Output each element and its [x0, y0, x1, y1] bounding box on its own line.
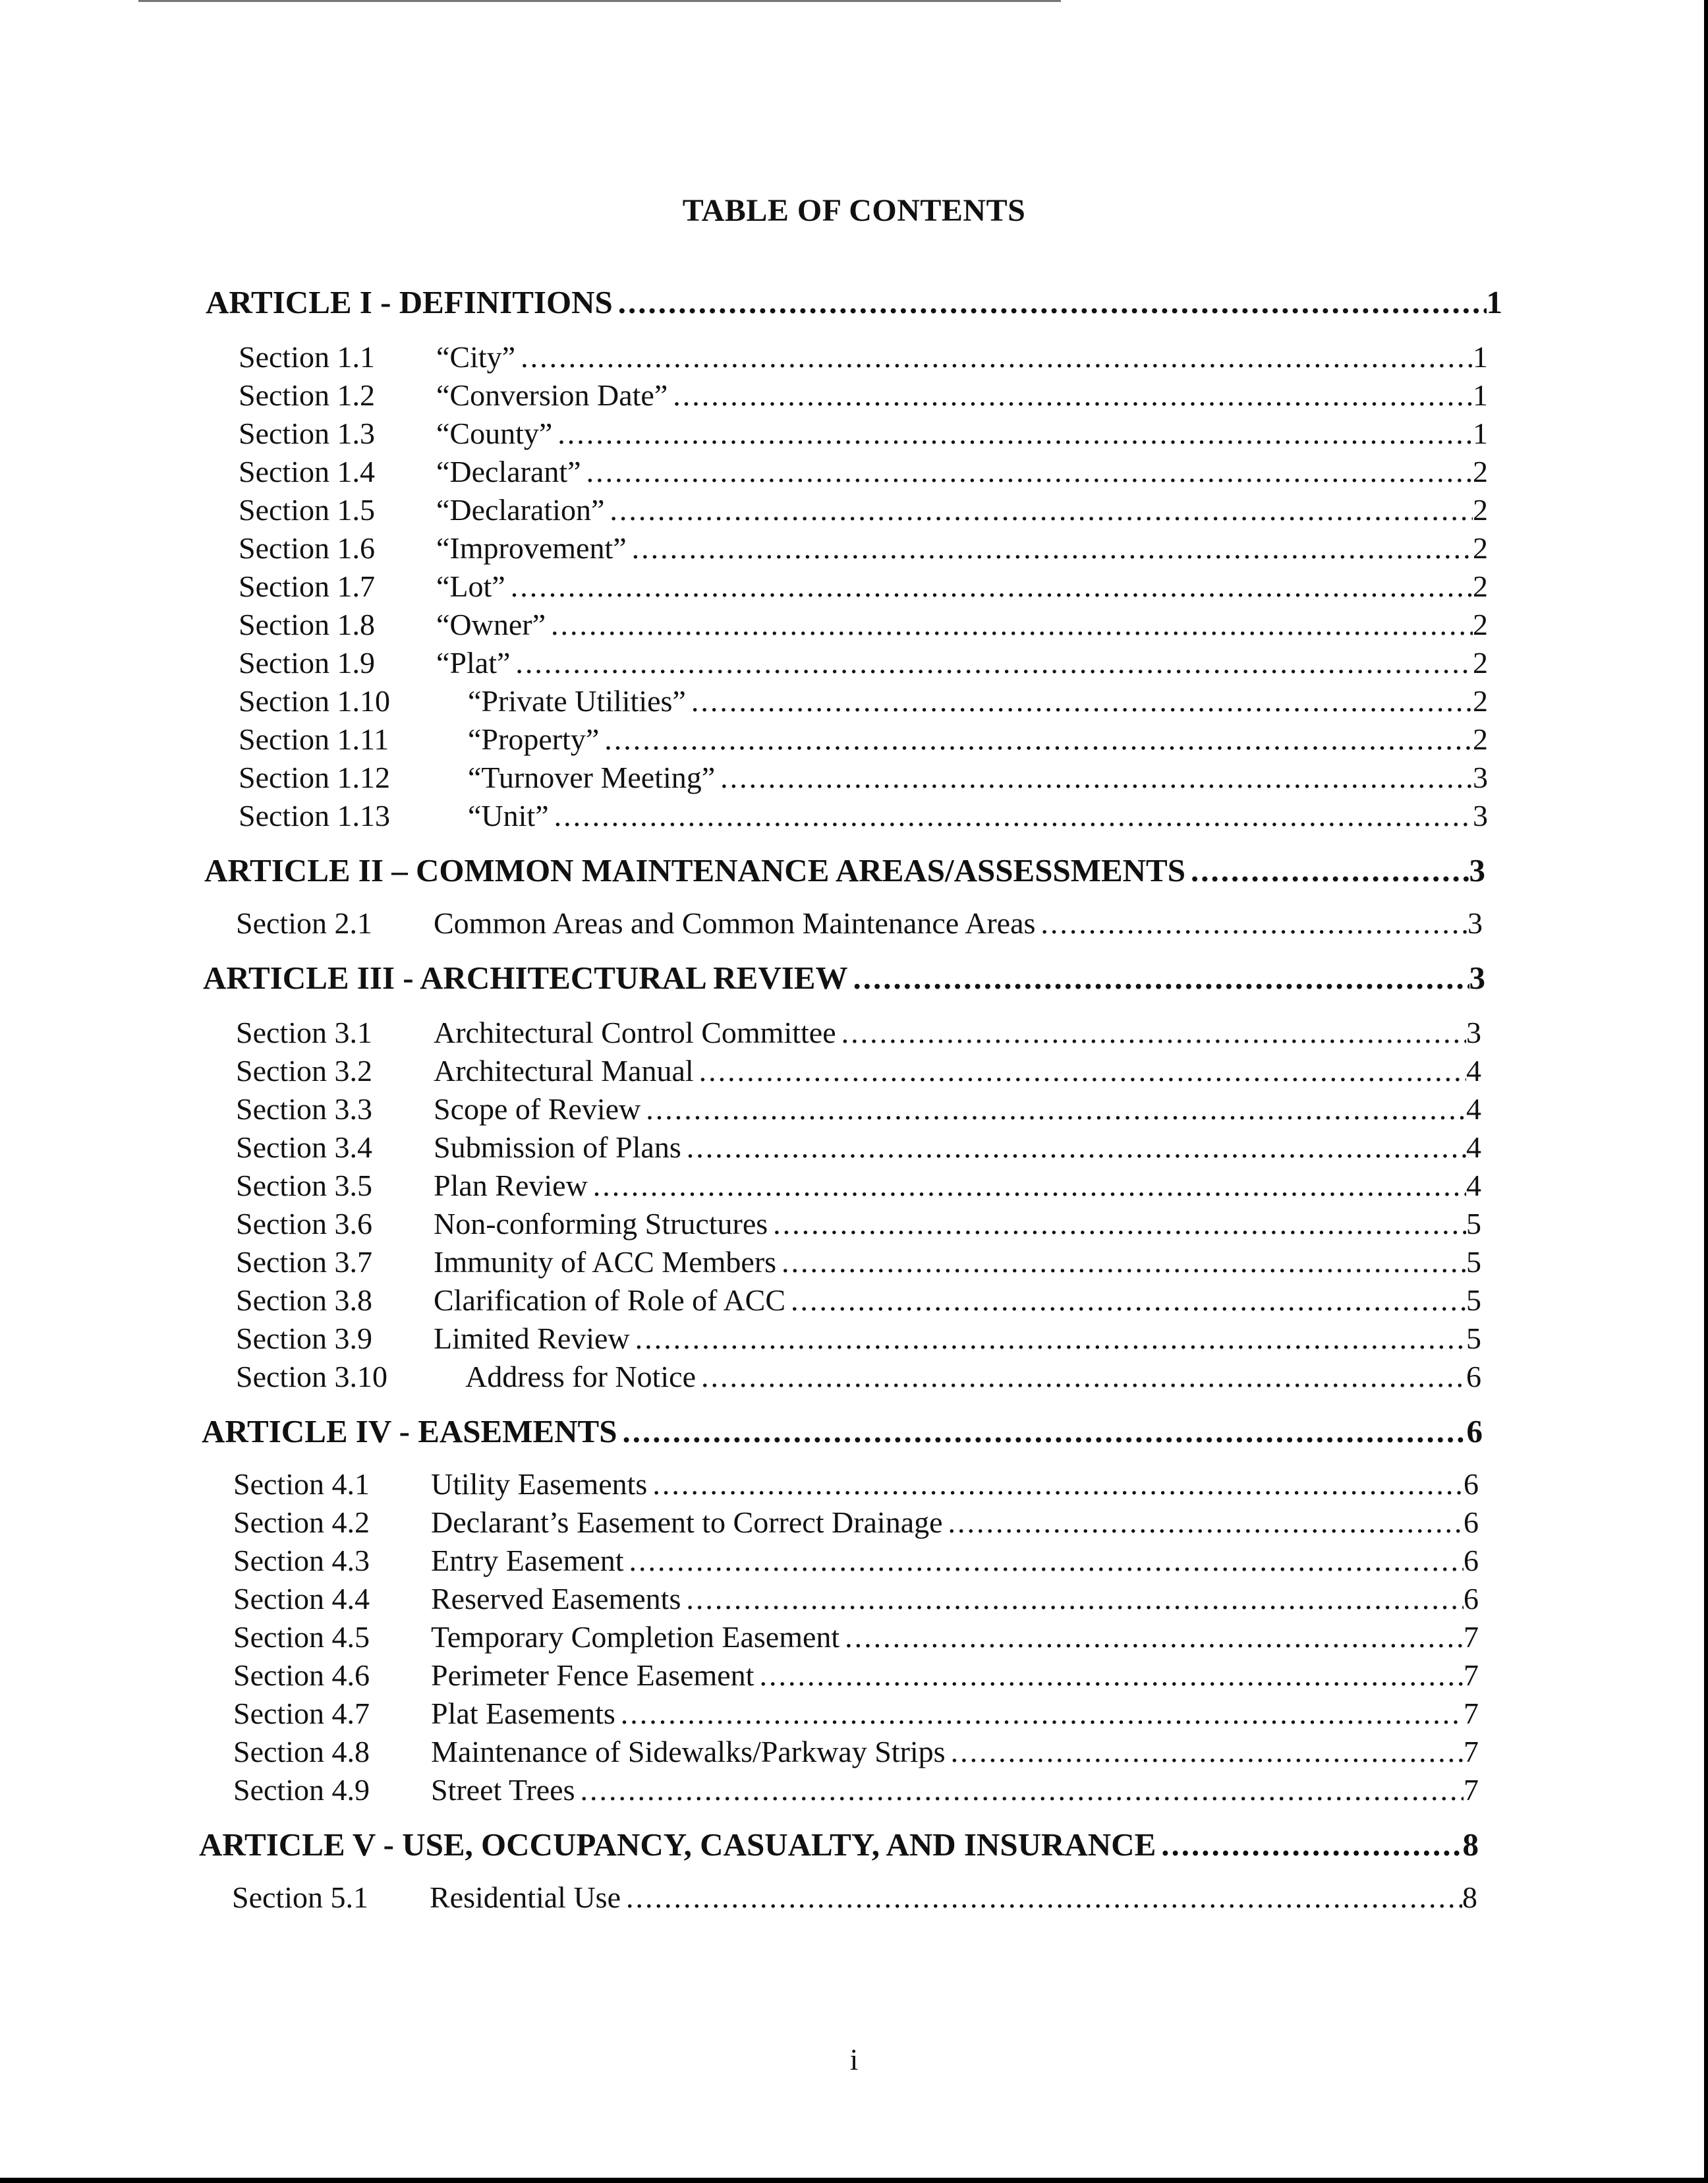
- toc-section-1-6[interactable]: [239, 531, 1488, 566]
- section-page: 2: [1473, 722, 1488, 756]
- section-page: 6: [1466, 1360, 1481, 1393]
- section-title: Non-conforming Structures: [434, 1207, 768, 1240]
- toc-section-4-2[interactable]: [233, 1505, 1479, 1540]
- dot-leader: [840, 1619, 1464, 1654]
- section-title: “Conversion Date”: [436, 378, 668, 412]
- section-title: “Improvement”: [436, 531, 627, 565]
- section-title: “Owner”: [436, 608, 546, 641]
- article-page: 1: [1486, 284, 1502, 320]
- dot-leader: [715, 760, 1473, 795]
- section-title: Submission of Plans: [434, 1130, 681, 1164]
- section-page: 2: [1473, 608, 1488, 641]
- section-title: Plat Easements: [431, 1697, 615, 1730]
- article-title: ARTICLE II – COMMON MAINTENANCE AREAS/ASSESSMENTS: [204, 852, 1185, 888]
- section-page: 2: [1473, 684, 1488, 718]
- section-title: Clarification of Role of ACC: [434, 1283, 786, 1317]
- dot-leader: [686, 684, 1473, 718]
- section-number: Section 4.1: [233, 1467, 370, 1501]
- section-page: 1: [1473, 340, 1488, 374]
- section-page: 2: [1473, 531, 1488, 565]
- dot-leader: [640, 1092, 1466, 1126]
- section-number: Section 3.3: [236, 1092, 372, 1126]
- dot-leader: [630, 1321, 1466, 1356]
- section-number: Section 4.8: [233, 1735, 370, 1768]
- section-title: Perimeter Fence Easement: [431, 1658, 754, 1692]
- dot-leader: [510, 645, 1473, 680]
- section-page: 2: [1473, 646, 1488, 680]
- dot-leader: [549, 798, 1473, 833]
- article-title: ARTICLE V - USE, OCCUPANCY, CASUALTY, AND INSURANCE: [199, 1826, 1156, 1863]
- article-page: 8: [1462, 1826, 1479, 1863]
- toc-section-5-1[interactable]: [232, 1880, 1477, 1915]
- toc-section-3-5[interactable]: [236, 1168, 1481, 1203]
- section-title: Entry Easement: [431, 1544, 624, 1577]
- toc-section-1-10[interactable]: [239, 684, 1488, 718]
- section-page: 7: [1464, 1620, 1479, 1654]
- section-number: Section 2.1: [236, 906, 372, 940]
- section-page: 1: [1473, 378, 1488, 412]
- toc-section-4-5[interactable]: [233, 1619, 1479, 1654]
- section-number: Section 4.5: [233, 1620, 370, 1654]
- article-page: 3: [1469, 960, 1485, 996]
- section-number: Section 5.1: [232, 1880, 368, 1914]
- section-number: Section 1.6: [239, 531, 375, 565]
- section-page: 7: [1464, 1773, 1479, 1807]
- toc-section-1-2[interactable]: [239, 378, 1488, 413]
- toc-section-2-1[interactable]: [236, 906, 1483, 941]
- page-number: i: [849, 2043, 859, 2076]
- section-page: 7: [1464, 1735, 1479, 1768]
- dot-leader: [754, 1658, 1464, 1693]
- dot-leader: [681, 1130, 1466, 1165]
- article-page: 6: [1466, 1413, 1483, 1449]
- section-number: Section 1.7: [239, 569, 375, 603]
- section-page: 3: [1473, 799, 1488, 832]
- article-title: ARTICLE IV - EASEMENTS: [202, 1413, 617, 1449]
- dot-leader: [552, 416, 1473, 451]
- section-page: 5: [1466, 1322, 1481, 1355]
- page-title: TABLE OF CONTENTS: [682, 193, 1026, 228]
- dot-leader: [785, 1283, 1466, 1318]
- section-number: Section 3.6: [236, 1207, 372, 1240]
- section-title: “Property”: [468, 722, 600, 756]
- dot-leader: [617, 1412, 1466, 1450]
- section-number: Section 1.10: [239, 684, 390, 718]
- toc-section-1-12[interactable]: [239, 760, 1488, 795]
- article-page: 3: [1469, 852, 1485, 888]
- section-page: 7: [1464, 1697, 1479, 1730]
- section-page: 2: [1473, 455, 1488, 488]
- toc-section-4-1[interactable]: [233, 1467, 1479, 1501]
- section-title: “County”: [436, 417, 553, 450]
- toc-article-4[interactable]: [202, 1412, 1483, 1450]
- toc-section-4-3[interactable]: [233, 1543, 1479, 1578]
- dot-leader: [694, 1053, 1466, 1088]
- section-page: 4: [1466, 1169, 1481, 1202]
- dot-leader: [681, 1581, 1464, 1616]
- dot-leader: [696, 1359, 1466, 1394]
- toc-section-3-6[interactable]: [236, 1206, 1481, 1241]
- section-title: Address for Notice: [465, 1360, 697, 1393]
- section-number: Section 1.4: [239, 455, 375, 488]
- toc-section-4-9[interactable]: [233, 1772, 1479, 1807]
- section-number: Section 4.3: [233, 1544, 370, 1577]
- dot-leader: [1035, 906, 1467, 941]
- dot-leader: [621, 1880, 1462, 1915]
- toc-section-3-3[interactable]: [236, 1092, 1481, 1126]
- section-number: Section 4.7: [233, 1697, 370, 1730]
- article-title: ARTICLE I - DEFINITIONS: [206, 284, 613, 320]
- section-page: 7: [1464, 1658, 1479, 1692]
- section-title: Maintenance of Sidewalks/Parkway Strips: [431, 1735, 946, 1768]
- section-number: Section 3.1: [236, 1016, 372, 1049]
- section-page: 4: [1466, 1130, 1481, 1164]
- toc-section-1-8[interactable]: [239, 607, 1488, 642]
- section-number: Section 1.5: [239, 493, 375, 527]
- toc-section-1-5[interactable]: [239, 492, 1488, 527]
- section-title: “Declaration”: [436, 493, 605, 527]
- section-number: Section 4.4: [233, 1582, 370, 1615]
- section-title: Residential Use: [430, 1880, 621, 1914]
- toc-article-3[interactable]: [203, 959, 1485, 997]
- dot-leader: [604, 492, 1473, 527]
- section-title: Architectural Manual: [434, 1054, 694, 1088]
- section-title: Temporary Completion Easement: [431, 1620, 840, 1654]
- toc-section-1-3[interactable]: [239, 416, 1488, 451]
- section-number: Section 3.2: [236, 1054, 372, 1088]
- section-number: Section 1.11: [239, 722, 389, 756]
- section-page: 6: [1464, 1505, 1479, 1539]
- dot-leader: [768, 1206, 1466, 1241]
- section-number: Section 3.8: [236, 1283, 372, 1317]
- section-title: “City”: [436, 340, 516, 374]
- section-title: Declarant’s Easement to Correct Drainage: [431, 1505, 943, 1539]
- dot-leader: [668, 378, 1473, 413]
- section-page: 5: [1466, 1207, 1481, 1240]
- dot-leader: [627, 531, 1473, 566]
- section-number: Section 1.9: [239, 646, 375, 680]
- section-title: Architectural Control Committee: [434, 1016, 836, 1049]
- dot-leader: [546, 607, 1473, 642]
- dot-leader: [599, 722, 1473, 757]
- section-page: 3: [1466, 1016, 1481, 1049]
- dot-leader: [776, 1244, 1466, 1279]
- toc-section-3-8[interactable]: [236, 1283, 1481, 1318]
- dot-leader: [946, 1734, 1464, 1769]
- section-number: Section 1.12: [239, 761, 390, 794]
- section-title: Reserved Easements: [431, 1582, 681, 1615]
- toc-section-1-13[interactable]: [239, 798, 1488, 833]
- toc-article-1[interactable]: [206, 283, 1502, 321]
- article-title: ARTICLE III - ARCHITECTURAL REVIEW: [203, 960, 848, 996]
- dot-leader: [588, 1168, 1466, 1203]
- section-title: “Declarant”: [436, 455, 581, 488]
- toc-section-3-10[interactable]: [236, 1359, 1481, 1394]
- dot-leader: [848, 959, 1469, 997]
- section-page: 8: [1462, 1880, 1477, 1914]
- dot-leader: [613, 283, 1487, 321]
- toc-section-4-7[interactable]: [233, 1696, 1479, 1731]
- section-number: Section 3.5: [236, 1169, 372, 1202]
- section-page: 5: [1466, 1245, 1481, 1279]
- section-number: Section 1.13: [239, 799, 390, 832]
- section-page: 2: [1473, 493, 1488, 527]
- toc-article-5[interactable]: [199, 1826, 1479, 1863]
- section-number: Section 4.6: [233, 1658, 370, 1692]
- section-page: 6: [1464, 1582, 1479, 1615]
- section-page: 3: [1473, 761, 1488, 794]
- section-page: 4: [1466, 1054, 1481, 1088]
- section-page: 6: [1464, 1467, 1479, 1501]
- section-title: “Turnover Meeting”: [468, 761, 716, 794]
- section-title: “Unit”: [468, 799, 549, 832]
- section-page: 4: [1466, 1092, 1481, 1126]
- section-number: Section 3.10: [236, 1360, 387, 1393]
- toc-section-4-8[interactable]: [233, 1734, 1479, 1769]
- section-title: “Private Utilities”: [468, 684, 686, 718]
- toc-section-3-1[interactable]: [236, 1015, 1481, 1050]
- section-title: Utility Easements: [431, 1467, 648, 1501]
- dot-leader: [615, 1696, 1464, 1731]
- section-page: 3: [1467, 906, 1483, 940]
- section-title: Scope of Review: [434, 1092, 641, 1126]
- section-title: “Lot”: [436, 569, 505, 603]
- toc-section-1-9[interactable]: [239, 645, 1488, 680]
- dot-leader: [647, 1467, 1464, 1501]
- toc-section-3-4[interactable]: [236, 1130, 1481, 1165]
- section-page: 6: [1464, 1544, 1479, 1577]
- section-number: Section 3.7: [236, 1245, 372, 1279]
- dot-leader: [624, 1543, 1464, 1578]
- section-number: Section 1.3: [239, 417, 375, 450]
- dot-leader: [505, 569, 1473, 604]
- dot-leader: [1156, 1826, 1462, 1863]
- section-number: Section 3.4: [236, 1130, 372, 1164]
- toc-section-4-4[interactable]: [233, 1581, 1479, 1616]
- toc-section-1-1[interactable]: [239, 339, 1488, 374]
- section-number: Section 4.9: [233, 1773, 370, 1807]
- toc-section-3-9[interactable]: [236, 1321, 1481, 1356]
- section-title: “Plat”: [436, 646, 511, 680]
- toc-section-3-2[interactable]: [236, 1053, 1481, 1088]
- dot-leader: [943, 1505, 1464, 1540]
- section-page: 5: [1466, 1283, 1481, 1317]
- section-title: Street Trees: [431, 1773, 575, 1807]
- toc-section-4-6[interactable]: [233, 1658, 1479, 1693]
- section-number: Section 1.1: [239, 340, 375, 374]
- section-title: Immunity of ACC Members: [434, 1245, 777, 1279]
- section-title: Common Areas and Common Maintenance Areas: [434, 906, 1036, 940]
- section-number: Section 4.2: [233, 1505, 370, 1539]
- toc-section-1-7[interactable]: [239, 569, 1488, 604]
- section-number: Section 3.9: [236, 1322, 372, 1355]
- section-title: Plan Review: [434, 1169, 588, 1202]
- section-number: Section 1.2: [239, 378, 375, 412]
- toc-section-3-7[interactable]: [236, 1244, 1481, 1279]
- section-page: 2: [1473, 569, 1488, 603]
- section-number: Section 1.8: [239, 608, 375, 641]
- toc-article-2[interactable]: [204, 852, 1485, 889]
- dot-leader: [575, 1772, 1464, 1807]
- section-page: 1: [1473, 417, 1488, 450]
- dot-leader: [581, 454, 1473, 489]
- toc-section-1-4[interactable]: [239, 454, 1488, 489]
- dot-leader: [836, 1015, 1466, 1050]
- dot-leader: [515, 339, 1473, 374]
- section-title: Limited Review: [434, 1322, 630, 1355]
- toc-section-1-11[interactable]: [239, 722, 1488, 757]
- dot-leader: [1185, 852, 1469, 889]
